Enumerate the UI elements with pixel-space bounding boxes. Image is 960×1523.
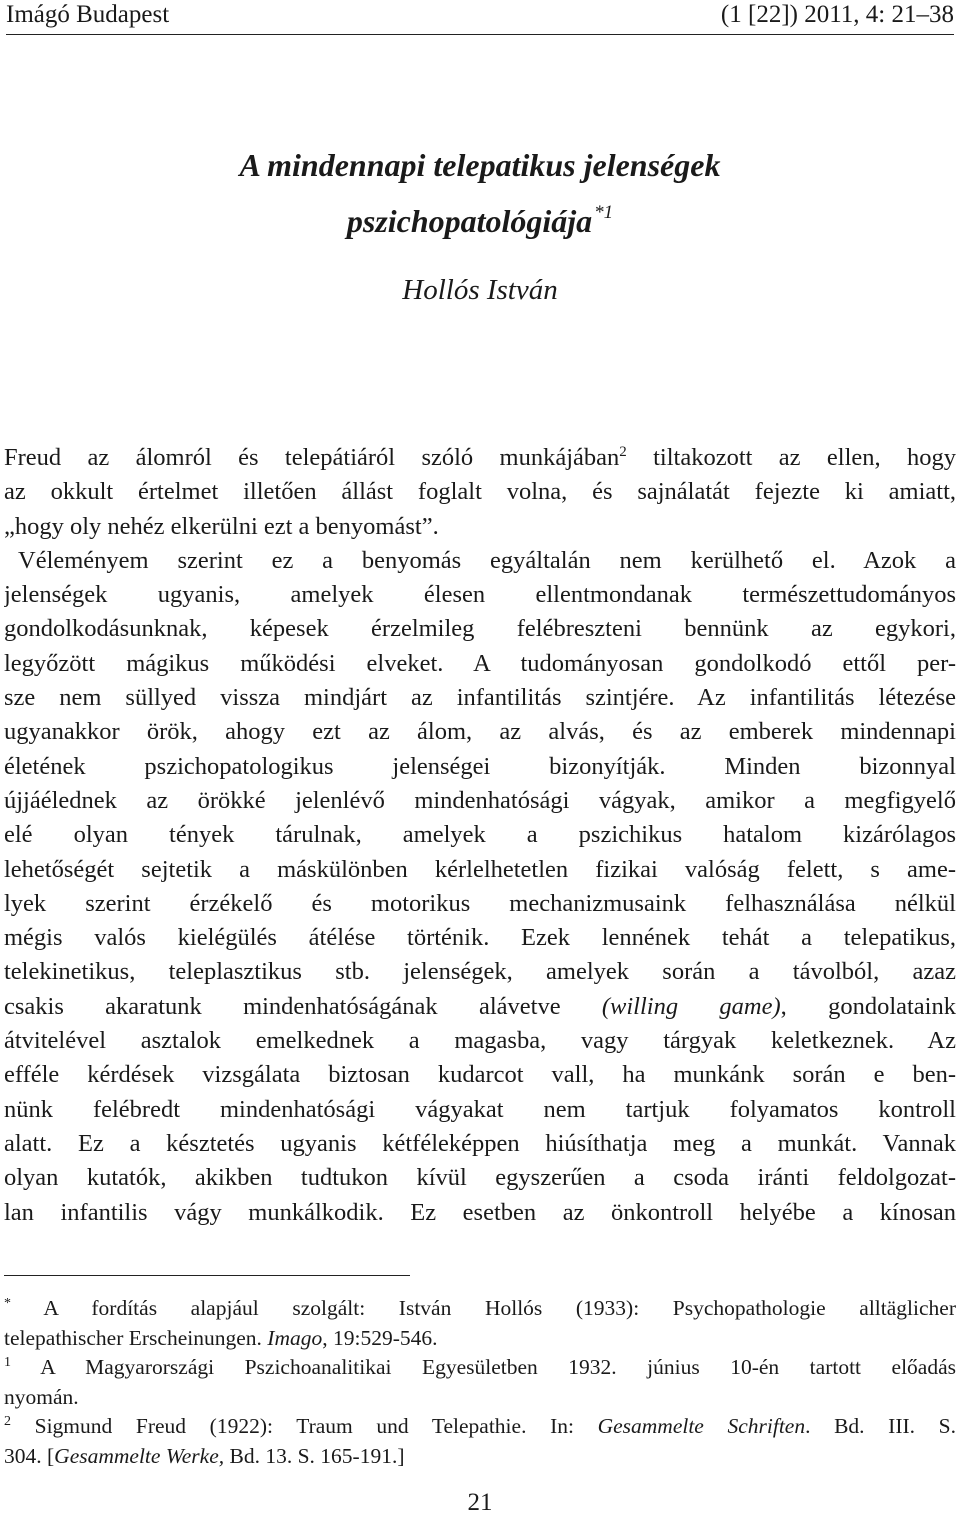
text-line: átvitelével asztalok emelkednek a magasba, vagy tárgyak keletkeznek. Az — [4, 1027, 956, 1055]
footnote-text: . Bd. III. S. — [805, 1414, 956, 1438]
text-line: alatt. Ez a késztetés ugyanis kétféleképpen hiúsíthatja meg a munkát. Vannak — [4, 1129, 956, 1157]
footnote-text: , 19:529-546. — [322, 1325, 438, 1350]
text-line: Véleményem szerint ez a benyomás egyáltalán nem kerülhető el. Azok a — [18, 546, 956, 574]
text-line: elé olyan tények tárulnak, amelyek a pszichikus hatalom kizárólagos — [4, 821, 956, 849]
text-line: ugyanakkor örök, ahogy ezt az álom, az alvás, és az emberek mindennapi — [4, 718, 956, 746]
text-line — [4, 441, 956, 475]
text-line: az okkult értelmet illetően állást foglalt volna, és sajnálatát fejezte ki amiatt, — [4, 478, 956, 506]
text-line: telekinetikus, teleplasztikus stb. jelenségek, amelyek során a távolból, azaz — [4, 958, 956, 986]
text-line: legyőzött mágikus működési elveket. A tudományosan gondolkodó ettől per- — [4, 649, 956, 677]
text-line: gondolkodásunknak, képesek érzelmileg felébreszteni bennünk az egykori, — [4, 615, 956, 643]
title-footnote-marker: *1 — [594, 202, 614, 223]
text-line — [4, 990, 956, 1024]
footnote-separator — [4, 1275, 410, 1276]
issue-citation: (1 [22]) 2011, 4: 21–38 — [720, 1, 954, 28]
text-line: életének pszichopatologikus jelenségei bizonyítják. Minden bizonnyal — [4, 752, 956, 780]
footnote-text: A Magyarországi Pszichoanalitikai Egyesületben 1932. június 10-én tartott előadás — [11, 1355, 956, 1379]
footnote-1-line-1 — [4, 1353, 956, 1383]
footnote-star-line-1 — [4, 1294, 956, 1324]
text-line: jelenségek ugyanis, amelyek élesen ellentmondanak természettudományos — [4, 581, 956, 609]
text-line: efféle kérdések vizsgálata biztosan kudarcot vall, ha munkánk során e ben- — [4, 1061, 956, 1089]
article-title-line-2 — [0, 188, 960, 246]
text-line: olyan kutatók, akikben tudtukon kívül egyszerűen a csoda iránti feldolgozat- — [4, 1164, 956, 1192]
footnote-text: 304. [ — [4, 1443, 55, 1468]
footnote-1-marker: 1 — [4, 1355, 11, 1370]
footnote-2-line-1 — [4, 1412, 956, 1442]
italic-term: (willing game) — [601, 992, 781, 1020]
text-segment: csakis akaratunk mindenhatóságának alávetve — [4, 992, 602, 1020]
text-segment: tiltakozott az ellen, hogy — [626, 444, 956, 471]
text-segment: Freud az álomról és telepátiáról szóló munkájában — [4, 444, 620, 471]
footnote-text: A fordítás alapjául szolgált: István Hollós (1933): Psychopathologie alltäglicher — [11, 1296, 956, 1320]
article-title-word: pszichopatológiája — [346, 203, 593, 239]
footnote-2-marker: 2 — [4, 1414, 11, 1429]
text-line: nünk felébredt mindenhatósági vágyakat nem tartjuk folyamatos kontroll — [4, 1095, 956, 1123]
text-segment: , gondolataink — [780, 992, 956, 1020]
journal-italic: Imago — [267, 1325, 323, 1350]
article-title-line-1: A mindennapi telepatikus jelenségek — [239, 147, 721, 183]
running-header — [6, 0, 954, 35]
text-line: lan infantilis vágy munkálkodik. Ez esetben az önkontroll helyébe a kínosan — [4, 1198, 956, 1226]
page-number: 21 — [467, 1489, 493, 1516]
text-line: sze nem süllyed vissza mindjárt az infantilitás szintjére. Az infantilitás létezése — [4, 684, 956, 712]
book-title-italic: Gesammelte Werke, — [54, 1443, 225, 1468]
footnote-star-marker: * — [4, 1296, 11, 1311]
footnotes — [4, 1294, 956, 1471]
text-line: lyek szerint érzékelő és motorikus mechanizmusaink felhasználása nélkül — [4, 889, 956, 917]
footnote-text: Sigmund Freud (1922): Traum und Telepathie. In: — [11, 1414, 598, 1438]
body-text — [4, 441, 956, 1230]
footnote-text: Bd. 13. S. 165-191.] — [224, 1443, 405, 1468]
text-line: újjáélednek az örökké jelenlévő mindenhatósági vágyak, amikor a megfigyelő — [4, 786, 956, 814]
text-line: lehetőségét sejtetik a máskülönben kérlelhetetlen fizikai valóság felett, s ame- — [4, 855, 956, 883]
footnote-text: telepathischer Erscheinungen. — [4, 1325, 268, 1350]
text-line: mégis valós kielégülés átélése történik. Ezek lennének tehát a telepatikus, — [4, 924, 956, 952]
text-line: „hogy oly nehéz elkerülni ezt a benyomást”. — [4, 512, 439, 540]
footnote-1-line-2: nyomán. — [4, 1384, 79, 1409]
footnote-2-line-2 — [4, 1442, 956, 1472]
footnote-star-line-2 — [4, 1324, 956, 1354]
journal-name: Imágó Budapest — [6, 1, 170, 28]
author-name: Hollós István — [402, 274, 558, 306]
footnote-ref-2: 2 — [619, 444, 627, 460]
book-title-italic: Gesammelte Schriften — [597, 1414, 806, 1438]
